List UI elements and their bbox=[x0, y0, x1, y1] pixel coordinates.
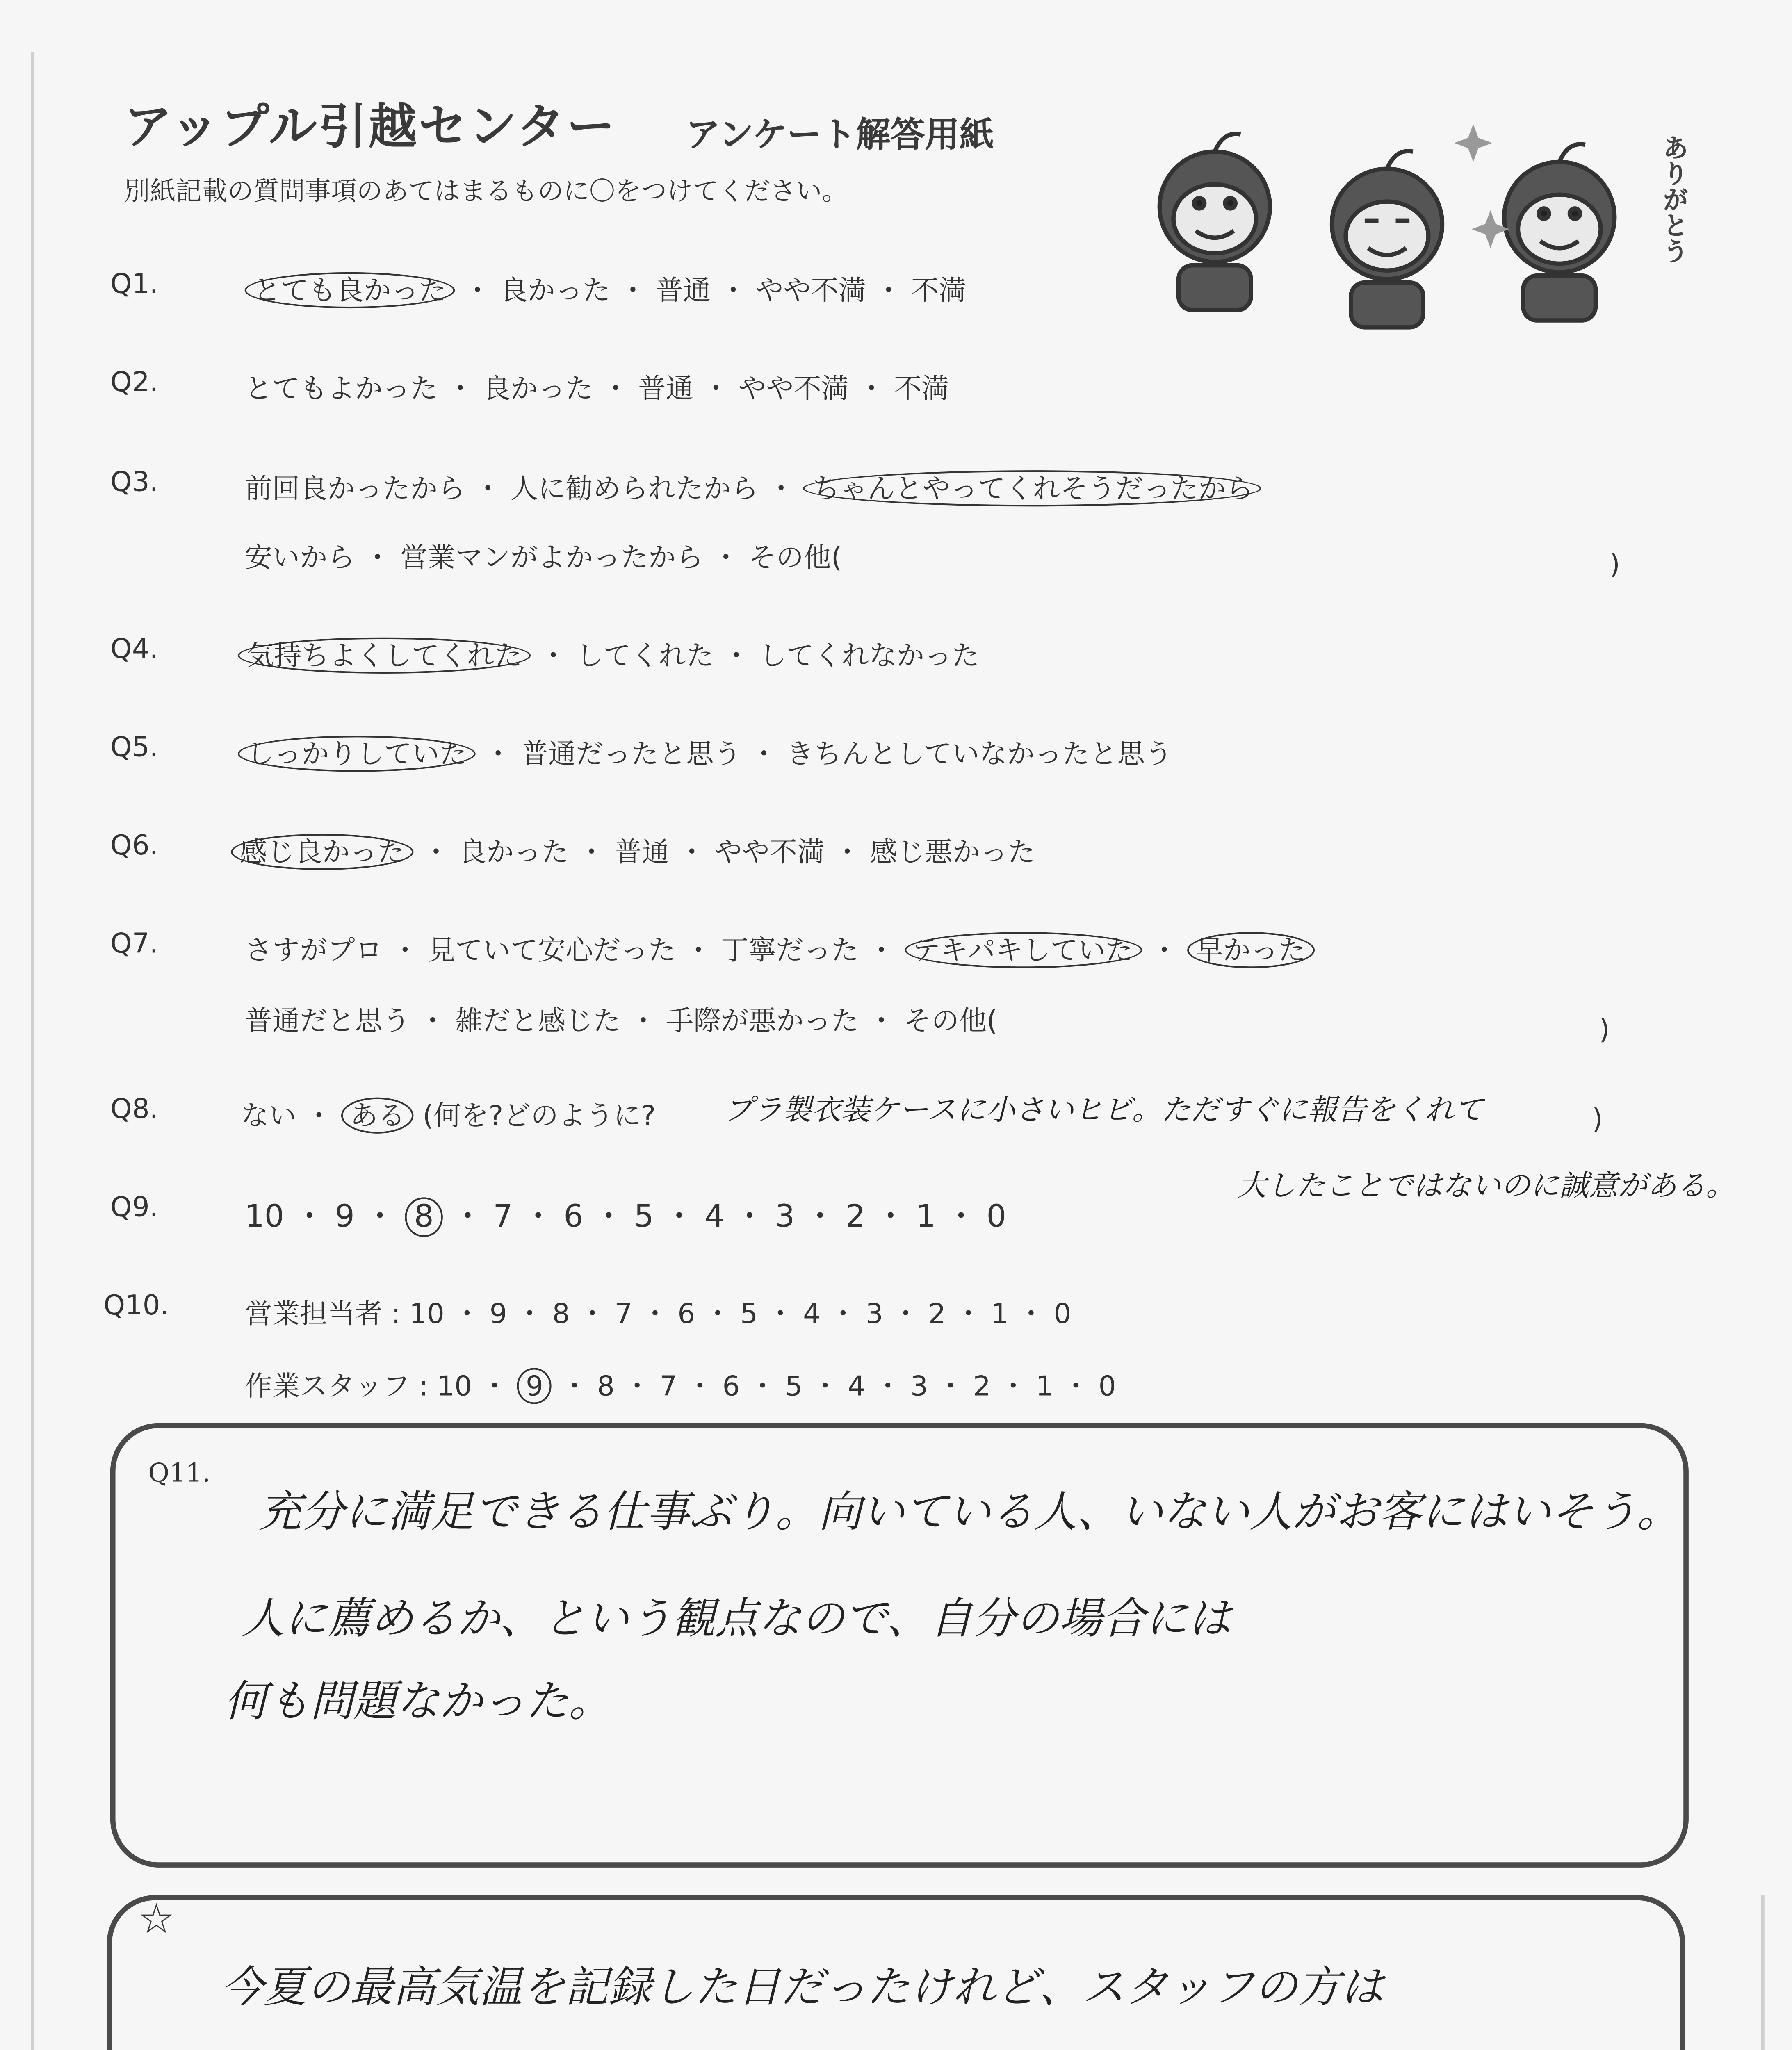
q6-options: 感じ良かった ・ 良かった ・ 普通 ・ やや不満 ・ 感じ悪かった bbox=[231, 830, 1035, 870]
q4-option-selected[interactable]: 気持ちよくしてくれた bbox=[238, 638, 531, 674]
q8-prompt: (何を?どのように? bbox=[422, 1099, 656, 1132]
q10-staff-score[interactable]: 5 bbox=[785, 1369, 803, 1403]
q3-option[interactable]: 営業マンがよかったから bbox=[400, 541, 704, 574]
q2-option[interactable]: とてもよかった bbox=[244, 372, 438, 405]
q5-label: Q5. bbox=[110, 730, 158, 763]
q9-label: Q9. bbox=[110, 1190, 158, 1223]
q3-options-line1: 前回良かったから ・ 人に勧められたから ・ ちゃんとやってくれそうだったから bbox=[245, 467, 1262, 507]
q4-label: Q4. bbox=[110, 632, 158, 665]
q10-staff-score[interactable]: 4 bbox=[848, 1369, 866, 1403]
form-subtitle: アンケート解答用紙 bbox=[686, 114, 994, 155]
scan-edge-left bbox=[31, 52, 34, 2050]
q10-staff-score[interactable]: 2 bbox=[973, 1369, 991, 1403]
q2-options: とてもよかった ・ 良かった ・ 普通 ・ やや不満 ・ 不満 bbox=[244, 372, 949, 405]
q8-handwritten-answer-line2: 大したことではないのに誠意がある。 bbox=[1237, 1170, 1735, 1205]
q7-option[interactable]: 雑だと感じた bbox=[455, 1004, 621, 1037]
q10-sales-label: 営業担当者 bbox=[244, 1297, 383, 1330]
q6-option-selected[interactable]: 感じ良かった bbox=[231, 834, 413, 870]
q9-score[interactable]: 5 bbox=[634, 1199, 654, 1235]
monkey-icon bbox=[1504, 144, 1614, 321]
q1-option[interactable]: 普通 bbox=[655, 274, 711, 307]
q5-option[interactable]: きちんとしていなかったと思う bbox=[786, 737, 1173, 770]
q4-option[interactable]: してくれなかった bbox=[759, 639, 980, 672]
q10-sales-score[interactable]: 10 bbox=[409, 1297, 445, 1330]
q11-handwritten-line: 何も問題なかった。 bbox=[224, 1676, 612, 1727]
q6-option[interactable]: 普通 bbox=[614, 835, 670, 868]
q11-handwritten-line: 人に薦めるか、という観点なので、自分の場合には bbox=[241, 1593, 1231, 1644]
q9-score[interactable]: 3 bbox=[775, 1199, 795, 1235]
q10-staff-score-selected[interactable]: 9 bbox=[517, 1368, 552, 1404]
q9-score[interactable]: 6 bbox=[563, 1199, 584, 1235]
thanks-text: ありがとう bbox=[1659, 134, 1691, 264]
q9-score-selected[interactable]: 8 bbox=[406, 1197, 442, 1237]
q10-label: Q10. bbox=[103, 1289, 169, 1321]
q10-sales-score[interactable]: 2 bbox=[928, 1297, 946, 1330]
q10-sales-row: 営業担当者 : 10 ・ 9 ・ 8 ・ 7 ・ 6 ・ 5 ・ 4 ・ 3 ・ 2 ・ 1 ・ 0 bbox=[244, 1297, 1072, 1330]
q10-sales-score[interactable]: 7 bbox=[615, 1297, 633, 1330]
comment-handwritten-line: 今夏の最高気温を記録した日だったけれど、スタッフの方は bbox=[220, 1962, 1384, 2012]
q7-option-selected[interactable]: テキパキしていた bbox=[904, 932, 1142, 968]
q10-staff-score[interactable]: 7 bbox=[659, 1369, 677, 1403]
q2-option[interactable]: 良かった bbox=[483, 372, 593, 405]
q5-option[interactable]: 普通だったと思う bbox=[520, 737, 741, 770]
q1-options: とても良かった ・ 良かった ・ 普通 ・ やや不満 ・ 不満 bbox=[245, 269, 967, 308]
q10-sales-score[interactable]: 1 bbox=[991, 1297, 1009, 1330]
q9-score[interactable]: 10 bbox=[244, 1199, 284, 1235]
q3-option[interactable]: 前回良かったから bbox=[244, 472, 465, 505]
q2-option[interactable]: 普通 bbox=[638, 372, 693, 405]
scan-edge-right bbox=[1761, 1895, 1764, 2050]
q10-sales-score[interactable]: 3 bbox=[865, 1297, 883, 1330]
q10-staff-score[interactable]: 3 bbox=[910, 1369, 928, 1403]
q7-option-other[interactable]: その他( bbox=[904, 1004, 998, 1037]
q5-option-selected[interactable]: しっかりしていた bbox=[238, 736, 476, 772]
q10-staff-label: 作業スタッフ bbox=[244, 1369, 410, 1403]
star-icon: ☆ bbox=[138, 1895, 175, 1943]
q9-scale: 10 ・ 9 ・ 8 ・ 7 ・ 6 ・ 5 ・ 4 ・ 3 ・ 2 ・ 1 ・ 0 bbox=[245, 1192, 1006, 1237]
q10-staff-score[interactable]: 8 bbox=[597, 1369, 615, 1403]
q10-staff-score[interactable]: 0 bbox=[1098, 1369, 1116, 1403]
q7-option[interactable]: 手際が悪かった bbox=[666, 1004, 859, 1037]
company-title: アップル引越センター bbox=[124, 98, 617, 155]
q9-score[interactable]: 9 bbox=[335, 1199, 355, 1235]
q9-score[interactable]: 1 bbox=[916, 1199, 936, 1235]
q3-option-other[interactable]: その他( bbox=[748, 541, 842, 574]
q4-option[interactable]: してくれた bbox=[576, 639, 714, 672]
q2-option[interactable]: やや不満 bbox=[738, 372, 849, 405]
q10-sales-score[interactable]: 9 bbox=[489, 1297, 507, 1330]
q6-option[interactable]: 良かった bbox=[458, 835, 569, 868]
q10-staff-score[interactable]: 1 bbox=[1035, 1369, 1053, 1403]
q1-option[interactable]: やや不満 bbox=[755, 274, 866, 307]
monkey-icon bbox=[1160, 134, 1270, 310]
mascot-monkeys-illustration bbox=[1120, 107, 1706, 331]
monkey-icon bbox=[1332, 151, 1442, 328]
q7-label: Q7. bbox=[110, 927, 158, 960]
q7-option[interactable]: 見ていて安心だった bbox=[427, 934, 676, 967]
q6-label: Q6. bbox=[110, 829, 158, 861]
q11-handwritten-line: 充分に満足できる仕事ぶり。向いている人、いない人がお客にはいそう。 bbox=[258, 1487, 1680, 1537]
q3-option[interactable]: 人に勧められたから bbox=[510, 472, 759, 505]
q8-label: Q8. bbox=[110, 1092, 158, 1125]
q3-close-paren: ) bbox=[1609, 548, 1620, 581]
q1-option-selected[interactable]: とても良かった bbox=[245, 272, 455, 308]
comment-handwritten-line bbox=[179, 2043, 1342, 2050]
q3-option[interactable]: 安いから bbox=[244, 541, 355, 574]
q5-options: しっかりしていた ・ 普通だったと思う ・ きちんとしていなかったと思う bbox=[238, 732, 1172, 772]
q3-option-selected[interactable]: ちゃんとやってくれそうだったから bbox=[804, 470, 1262, 506]
q6-option[interactable]: やや不満 bbox=[714, 835, 825, 868]
q10-sales-score[interactable]: 4 bbox=[803, 1297, 821, 1330]
q10-staff-score[interactable]: 6 bbox=[722, 1369, 740, 1403]
q9-score[interactable]: 0 bbox=[986, 1199, 1006, 1235]
q8-handwritten-answer-line1: プラ製衣装ケースに小さいヒビ。ただすぐに報告をくれて bbox=[723, 1094, 1484, 1129]
instructions: 別紙記載の質問事項のあてはまるものに〇をつけてください。 bbox=[124, 175, 848, 207]
q3-label: Q3. bbox=[110, 465, 158, 498]
q7-options-line2: 普通だと思う ・ 雑だと感じた ・ 手際が悪かった ・ その他( bbox=[244, 1004, 998, 1037]
q1-option[interactable]: 良かった bbox=[500, 274, 611, 307]
q9-score[interactable]: 4 bbox=[704, 1199, 725, 1235]
q10-sales-score[interactable]: 0 bbox=[1053, 1297, 1072, 1330]
q10-staff-row: 作業スタッフ : 10 ・ 9 ・ 8 ・ 7 ・ 6 ・ 5 ・ 4 ・ 3 ・ 2 ・ 1 ・ 0 bbox=[245, 1364, 1116, 1404]
q10-sales-score[interactable]: 5 bbox=[740, 1297, 758, 1330]
q10-sales-score[interactable]: 8 bbox=[552, 1297, 570, 1330]
q8-option-no[interactable]: ない bbox=[241, 1099, 296, 1132]
q7-option-selected[interactable]: 早かった bbox=[1187, 932, 1314, 968]
q8-close-paren: ) bbox=[1592, 1102, 1603, 1136]
q1-option[interactable]: 不満 bbox=[911, 274, 967, 307]
q10-staff-score[interactable]: 10 bbox=[437, 1369, 472, 1403]
q7-option[interactable]: 丁寧だった bbox=[721, 934, 859, 967]
q7-options-line1: さすがプロ ・ 見ていて安心だった ・ 丁寧だった ・ テキパキしていた ・ 早かった bbox=[245, 929, 1315, 968]
q1-label: Q1. bbox=[110, 267, 158, 300]
q6-option[interactable]: 感じ悪かった bbox=[870, 835, 1035, 868]
q9-score[interactable]: 7 bbox=[493, 1199, 513, 1235]
q11-label: Q11. bbox=[148, 1457, 211, 1489]
q10-sales-score[interactable]: 6 bbox=[677, 1297, 695, 1330]
q9-score[interactable]: 2 bbox=[845, 1199, 866, 1235]
q7-option[interactable]: さすがプロ bbox=[244, 934, 383, 967]
q4-options: 気持ちよくしてくれた ・ してくれた ・ してくれなかった bbox=[238, 634, 980, 674]
q7-close-paren: ) bbox=[1599, 1013, 1610, 1046]
q2-label: Q2. bbox=[110, 365, 158, 398]
q7-option[interactable]: 普通だと思う bbox=[244, 1004, 410, 1037]
q3-options-line2: 安いから ・ 営業マンがよかったから ・ その他( bbox=[244, 541, 842, 574]
q8-option-yes-selected[interactable]: ある bbox=[342, 1098, 414, 1134]
q8-options: ない ・ ある (何を?どのように? bbox=[241, 1094, 656, 1134]
q2-option[interactable]: 不満 bbox=[894, 372, 949, 405]
